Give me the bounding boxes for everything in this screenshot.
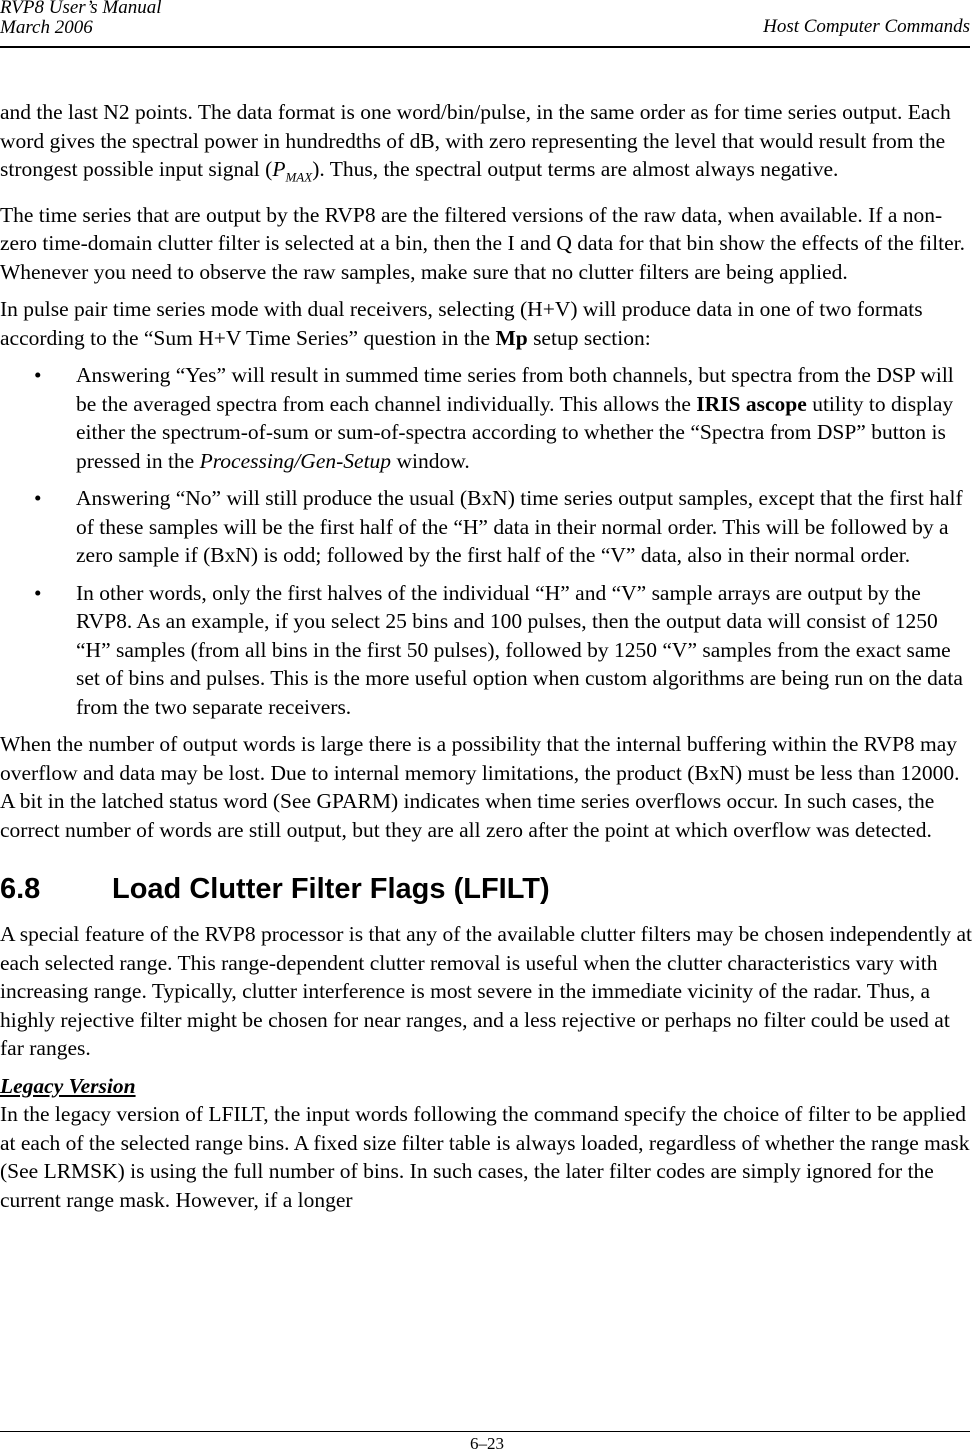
paragraph-buffer-overflow: When the number of output words is large there is a possibility that the internal buffering within the RVP8 may overflow and data may be lost. Due to internal memory limitations, the product (BxN) must be less than 12000. A bit in the latched status word (See GPARM) indicates when time series overflows occur. In such cases, the correct number of words are still output, but they are all zero after the point at which overflow was detected. <box>0 732 960 842</box>
paragraph-lfilt-intro: A special feature of the RVP8 processor is that any of the available clutter filters may be chosen independently at each selected range. This range-dependent clutter removal is useful when the clutter characteristics vary with increasing range. Typically, clutter interference is most severe in the immediate vicinity of the radar. Thus, a highly rejective filter might be chosen for near ranges, and a less rejective or perhaps no filter could be used at far ranges. <box>0 922 973 1061</box>
section-title: Host Computer Commands <box>763 16 970 37</box>
bullet-item-yes: • Answering “Yes” will result in summed time series from both channels, but spectra from the DSP will be the averaged spectra from each channel individually. This allows the IRIS ascope utility to display either the spectrum-of-sum or sum-of-spectra according to whether the “Spectra from DSP” button is pressed in the Processing/Gen-Setup window. <box>34 363 954 473</box>
iris-ascope-ref: IRIS ascope <box>696 391 807 416</box>
paragraph-dual-receivers: In pulse pair time series mode with dual receivers, selecting (H+V) will produce data in one of two formats according to the “Sum H+V Time Series” question in the Mp setup section: <box>0 297 923 350</box>
mp-setup-ref: Mp <box>495 325 528 350</box>
bullet-item-no: • Answering “No” will still produce the usual (BxN) time series output samples, except that the first half of these samples will be the first half of the “H” data in their normal order. This will be followed by a zero sample if (BxN) is odd; followed by the first half of the “V” data, also in their normal order. <box>34 486 963 568</box>
bullet-icon: • <box>34 363 42 388</box>
page-number: 6–23 <box>470 1434 504 1453</box>
paragraph-legacy-version: Legacy Version In the legacy version of LFILT, the input words following the command specify the choice of filter to be applied at each of the selected range bins. A fixed size filter table is always loaded, regardless of whether the range mask (See LRMSK) is using the full number of bins. In such cases, the later filter codes are simply ignored for the current range mask. However, if a longer <box>0 1072 974 1215</box>
processing-window-ref: Processing/Gen-Setup <box>199 448 392 473</box>
section-heading <box>0 872 974 906</box>
page-header <box>0 0 970 48</box>
pmax-symbol: $P_{MAX}$ <box>272 157 313 185</box>
paragraph-spectral-format: and the last N2 points. The data format is one word/bin/pulse, in the same order as for time series output. Each word gives the spectral power in hundredths of dB, with zero representing the level that would result from the strongest possible input signal $(P_{MAX})$. Thus, the spectral output terms are almost always negative. <box>0 100 951 185</box>
bullet-icon: • <box>34 580 42 605</box>
manual-title: RVP8 User’s Manual <box>0 0 162 18</box>
section-title-text: Load Clutter Filter Flags (LFILT) <box>112 873 550 906</box>
section-number: 6.8 <box>0 873 41 906</box>
header-left <box>0 0 162 38</box>
bullet-icon: • <box>34 486 42 511</box>
legacy-version-heading: Legacy Version <box>0 1073 136 1098</box>
page-body <box>0 98 974 1223</box>
bullet-item-other-words: • In other words, only the first halves of the individual “H” and “V” sample arrays are output by the RVP8. As an example, if you select 25 bins and 100 pulses, then the output data will consist of 1250 “H” samples (from all bins in the first 50 pulses), followed by 1250 “V” samples from the exact same set of bins and pulses. This is the more useful option when custom algorithms are being run on the data from the two separate receivers. <box>34 580 963 719</box>
manual-date: March 2006 <box>0 17 93 38</box>
bullet-list <box>0 361 974 721</box>
footer-divider <box>0 1431 970 1432</box>
paragraph-filtered-time-series: The time series that are output by the RVP8 are the filtered versions of the raw data, when available. If a non-zero time-domain clutter filter is selected at a bin, then the I and Q data for that bin show the effects of the filter. Whenever you need to observe the raw samples, make sure that no clutter filters are being applied. <box>0 202 965 284</box>
